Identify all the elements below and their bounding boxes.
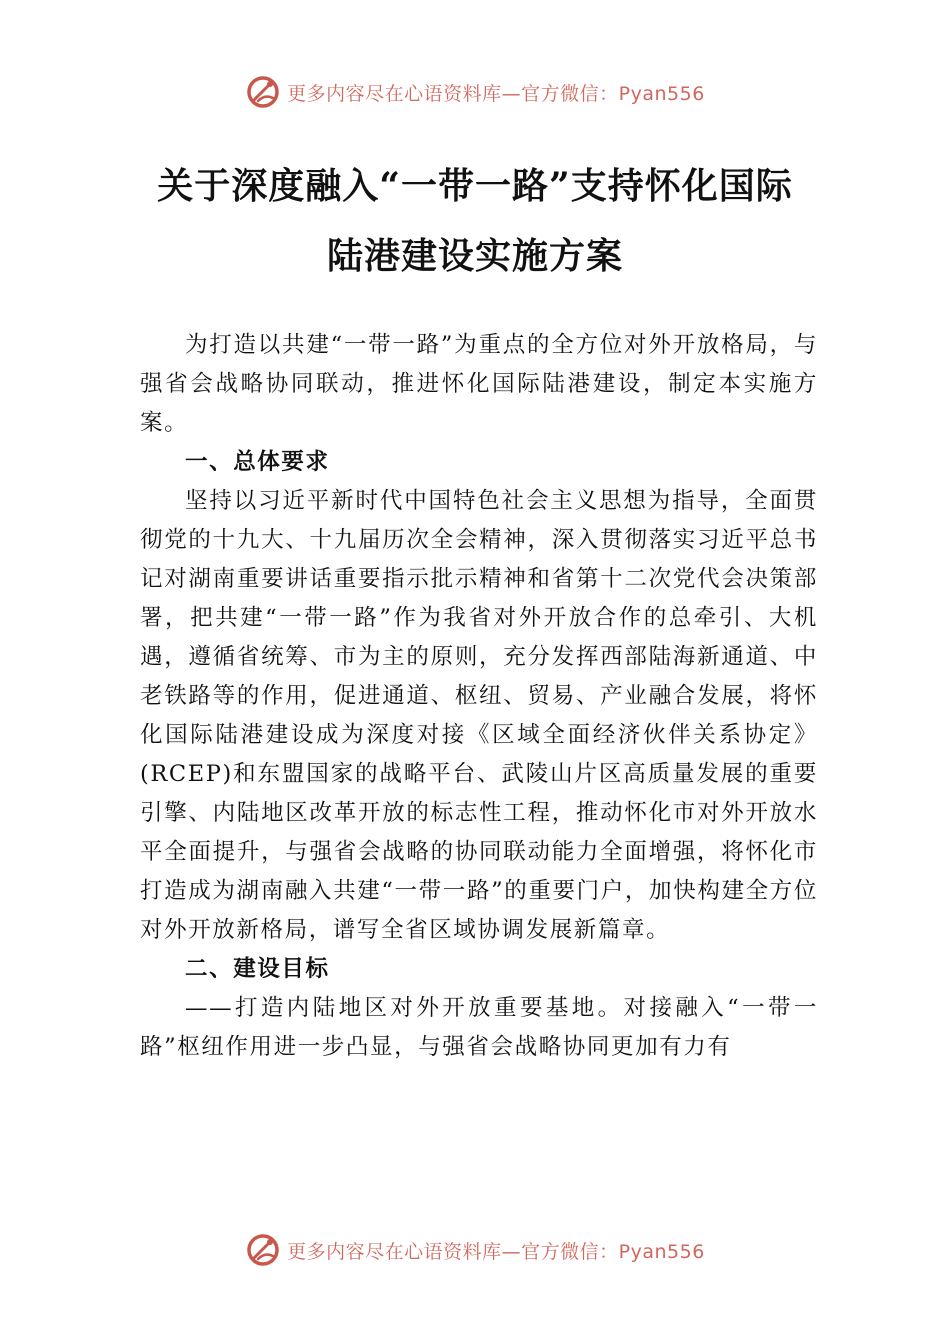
watermark-text: 更多内容尽在心语资料库—官方微信：Pyan556 [287, 82, 705, 105]
watermark-text: 更多内容尽在心语资料库—官方微信：Pyan556 [287, 1240, 705, 1263]
document-title-line-1: 关于深度融入“一带一路”支持怀化国际 [157, 165, 793, 207]
section-paragraph-general-requirements: 坚持以习近平新时代中国特色社会主义思想为指导，全面贯彻党的十九大、十九届历次全会精神，深入贯彻落实习近平总书记对湖南重要讲话重要指示批示精神和省第十二次党代会决策部署，把共建“一带一路”作为我省对外开放合作的总牵引、大机遇，遵循省统筹、市为主的原则，充分发挥西部陆海新通道、中老铁路等的作用，促进通道、枢纽、贸易、产业融合发展，将怀化国际陆港建设成为深度对接《区域全面经济伙伴关系协定》(RCEP)和东盟国家的战略平台、武陵山片区高质量发展的重要引擎、内陆地区改革开放的标志性工程，推动怀化市对外开放水平全面提升，与强省会战略的协同联动能力全面增强，将怀化市打造成为湖南融入共建“一带一路”的重要门户，加快构建全方位对外开放新格局，谱写全省区域协调发展新篇章。 [140, 488, 818, 943]
intro-paragraph: 为打造以共建“一带一路”为重点的全方位对外开放格局，与强省会战略协同联动，推进怀化国际陆港建设，制定本实施方案。 [140, 332, 818, 436]
section-paragraph-construction-goals: ——打造内陆地区对外开放重要基地。对接融入“一带一路”枢纽作用进一步凸显，与强省会战略协同更加有力有 [140, 995, 818, 1060]
brush-seal-icon [245, 74, 281, 110]
brush-seal-icon [245, 1232, 281, 1268]
top-watermark-banner [0, 72, 950, 112]
bottom-watermark-banner [0, 1230, 950, 1270]
document-body [140, 326, 818, 1067]
section-heading-construction-goals: 二、建设目标 [185, 956, 330, 982]
section-heading-general-requirements: 一、总体要求 [185, 449, 330, 475]
document-title-line-2: 陆港建设实施方案 [326, 235, 623, 277]
